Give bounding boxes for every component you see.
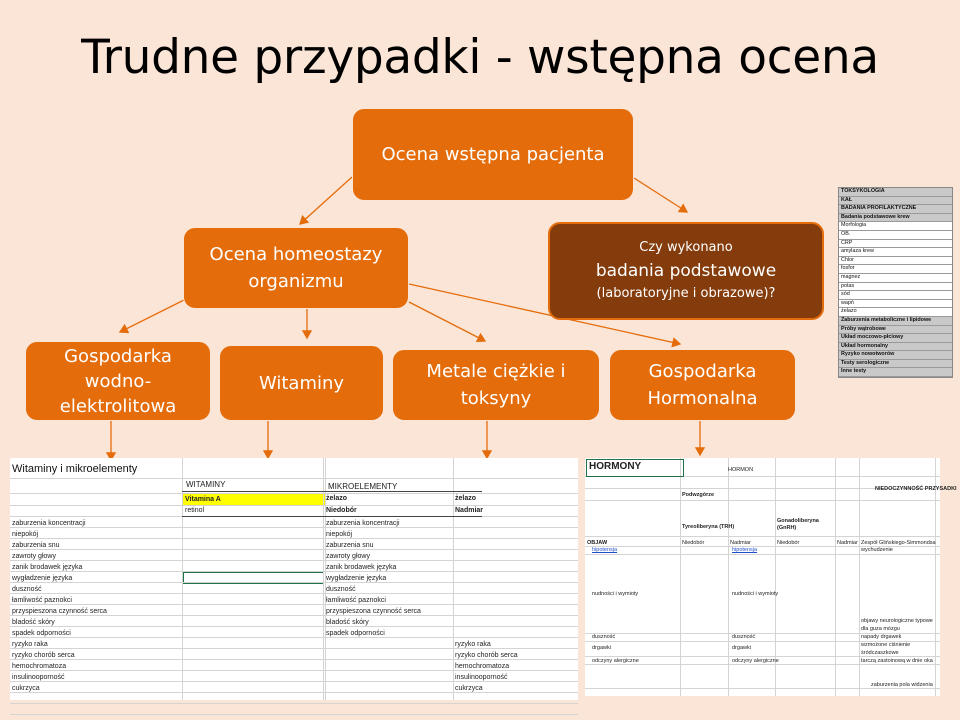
arrow-root-badania bbox=[634, 178, 687, 212]
pole-widzenia-cell: zaburzenia pola widzenia bbox=[871, 682, 933, 688]
hormon-header: HORMON bbox=[728, 467, 754, 473]
lab-table-row: OB. bbox=[839, 231, 952, 240]
lab-tests-table bbox=[838, 187, 953, 378]
mikro-niedobor-row: duszność bbox=[326, 586, 356, 593]
vitamin-sheet-row-label: wygładzenie języka bbox=[12, 575, 73, 582]
nadmiar-cell: Nadmiar bbox=[455, 507, 484, 514]
grid-line-horizontal bbox=[10, 714, 578, 715]
vitamin-sheet-row-label: duszność bbox=[12, 586, 42, 593]
grid-line-vertical bbox=[453, 458, 454, 700]
node-witaminy-label: Witaminy bbox=[258, 372, 345, 394]
grid-line-vertical bbox=[859, 458, 860, 696]
grid-line-horizontal bbox=[10, 538, 578, 539]
node-metale-line2: toksyny bbox=[460, 388, 532, 409]
zespol-cell: Zespół Glińskiego-Simmondsa bbox=[861, 540, 936, 546]
niedobor-2-cell: Niedobór bbox=[777, 540, 800, 546]
lab-table-row: BADANIA PROFILAKTYCZNE bbox=[839, 205, 952, 214]
mikro-niedobor-row: zaburzenia koncentracji bbox=[326, 520, 400, 527]
grid-line-horizontal bbox=[10, 478, 578, 479]
podwzgorze-cell: Podwzgórze bbox=[682, 492, 715, 498]
mikro-niedobor-row: zawroty głowy bbox=[326, 553, 370, 560]
node-badania-line1: Czy wykonano bbox=[639, 240, 733, 255]
lab-table-row: magnez bbox=[839, 274, 952, 283]
grid-line-horizontal bbox=[10, 637, 578, 638]
hormone-spreadsheet bbox=[585, 458, 957, 696]
srodczaszkowe-cell: śródczaszkowe bbox=[861, 650, 899, 656]
grid-line-horizontal bbox=[10, 505, 578, 506]
mikro-niedobor-row: zanik brodawek języka bbox=[326, 564, 397, 571]
node-woda-line3: elektrolitowa bbox=[59, 395, 177, 417]
node-hormony-line2: Hormonalna bbox=[647, 388, 758, 409]
vitamin-sheet-row-label: bladość skóry bbox=[12, 619, 55, 626]
guz-cell: dla guza mózgu bbox=[861, 626, 900, 632]
vitamin-sheet-row-label: zaburzenia snu bbox=[12, 542, 60, 549]
grid-line-horizontal bbox=[585, 664, 940, 665]
node-badania-podstawowe bbox=[548, 222, 824, 320]
node-ocena-wstepna bbox=[352, 108, 634, 201]
niedobor-1-cell: Niedobór bbox=[682, 540, 705, 546]
grid-line-horizontal bbox=[10, 593, 578, 594]
vitamin-sheet-title: Witaminy i mikroelementy bbox=[12, 463, 138, 475]
mikro-niedobor-row: spadek odporności bbox=[326, 630, 385, 637]
grid-line-horizontal bbox=[10, 681, 578, 682]
trh-cell: Tyreoliberyna (TRH) bbox=[682, 524, 735, 530]
nudnosci-cell-2: nudności i wymioty bbox=[732, 591, 779, 597]
node-badania-line3: (laboratoryjne i obrazowe)? bbox=[596, 286, 776, 301]
witaminy-header: WITAMINY bbox=[186, 480, 226, 489]
header-underline bbox=[182, 491, 482, 492]
vitamin-sheet-row-label: cukrzyca bbox=[12, 685, 40, 692]
grid-line-horizontal bbox=[10, 549, 578, 550]
gnrh-cell: Gonadoliberyna (GnRH) bbox=[777, 518, 819, 531]
grid-line-horizontal bbox=[585, 554, 940, 555]
lab-table-row: Próby wątrobowe bbox=[839, 326, 952, 335]
lab-table-row: fosfor bbox=[839, 265, 952, 274]
node-hormony-line1: Gospodarka bbox=[648, 361, 757, 382]
wychudzenie-cell: wychudzenie bbox=[861, 547, 893, 553]
mikro-niedobor-row: niepokój bbox=[326, 531, 353, 538]
node-witaminy bbox=[219, 345, 384, 421]
drgawki-cell-2: drgawki bbox=[732, 645, 751, 651]
niedoczynnosc-header: NIEDOCZYNNOŚĆ PRZYSADKI bbox=[875, 486, 957, 492]
mikro-nadmiar-row: ryzyko chorób serca bbox=[455, 652, 518, 659]
lab-table-row: amylaza krew bbox=[839, 248, 952, 257]
neuro-cell: objawy neurologiczne typowe bbox=[861, 618, 933, 624]
slide-title: Trudne przypadki - wstępna ocena bbox=[81, 30, 879, 85]
hormone-sheet-title: HORMONY bbox=[589, 461, 642, 472]
grid-line-horizontal bbox=[10, 670, 578, 671]
retinol-cell: retinol bbox=[185, 507, 205, 514]
vitamin-a-cell: Vitamina A bbox=[183, 494, 325, 505]
grid-line-vertical bbox=[182, 458, 183, 700]
zelazo-cell-2: żelazo bbox=[455, 495, 477, 502]
vitamin-sheet-row-label: zaburzenia koncentracji bbox=[12, 520, 86, 527]
vitamin-spreadsheet bbox=[10, 458, 578, 700]
grid-line-horizontal bbox=[10, 703, 578, 704]
mikroelementy-header: MIKROELEMENTY bbox=[328, 482, 398, 491]
mikro-nadmiar-row: cukrzyca bbox=[455, 685, 483, 692]
vitamin-sheet-row-label: hemochromatoza bbox=[12, 663, 67, 670]
mikro-nadmiar-row: insulinooporność bbox=[455, 674, 508, 681]
header-underline bbox=[182, 516, 482, 517]
node-badania-line2: badania podstawowe bbox=[595, 261, 777, 281]
node-woda-line1: Gospodarka bbox=[64, 345, 172, 367]
nudnosci-cell-1: nudności i wymioty bbox=[592, 591, 639, 597]
node-metale-toksyny bbox=[392, 349, 600, 421]
vitamin-sheet-row-label: insulinooporność bbox=[12, 674, 65, 681]
arrow-root-homeostaza bbox=[300, 177, 352, 224]
grid-line-horizontal bbox=[10, 582, 578, 583]
lab-table-row: Ryzyko nowotworów bbox=[839, 351, 952, 360]
grid-line-horizontal bbox=[585, 536, 940, 537]
lab-table-row: wapń bbox=[839, 300, 952, 309]
node-homeostaza-line1: Ocena homeostazy bbox=[209, 244, 383, 265]
vitamin-sheet-row-label: niepokój bbox=[12, 531, 39, 538]
mikro-niedobor-row: zaburzenia snu bbox=[326, 542, 374, 549]
lab-table-row: Układ hormonalny bbox=[839, 343, 952, 352]
grid-line-horizontal bbox=[10, 604, 578, 605]
hipotensja-link-2[interactable]: hipotensja bbox=[732, 547, 758, 553]
lab-table-row: Inne testy bbox=[839, 368, 952, 377]
grid-line-horizontal bbox=[585, 656, 940, 657]
vitamin-sheet-row-label: zanik brodawek języka bbox=[12, 564, 83, 571]
grid-line-vertical bbox=[935, 458, 936, 696]
grid-line-vertical bbox=[323, 458, 324, 700]
vitamin-sheet-row-label: zawroty głowy bbox=[12, 553, 56, 560]
node-ocena-wstepna-label: Ocena wstępna pacjenta bbox=[381, 144, 605, 165]
mikro-niedobor-row: przyspieszona czynność serca bbox=[326, 608, 421, 615]
hipotensja-link-1[interactable]: hipotensja bbox=[592, 547, 618, 553]
lab-table-row: sód bbox=[839, 291, 952, 300]
grid-line-horizontal bbox=[10, 615, 578, 616]
cisnienie-cell: wzmożone ciśnienie bbox=[861, 642, 911, 648]
node-gospodarka-wodno-elektrolitowa bbox=[25, 341, 211, 421]
grid-line-horizontal bbox=[10, 659, 578, 660]
arrow-homeostaza-metale bbox=[409, 302, 485, 341]
mikro-nadmiar-row: ryzyko raka bbox=[455, 641, 491, 648]
grid-line-vertical bbox=[835, 458, 836, 696]
lab-table-row: potas bbox=[839, 283, 952, 292]
mikro-niedobor-row: bladość skóry bbox=[326, 619, 369, 626]
vitamin-sheet-row-label: spadek odporności bbox=[12, 630, 71, 637]
mikro-nadmiar-row: hemochromatoza bbox=[455, 663, 510, 670]
grid-line-horizontal bbox=[585, 688, 940, 689]
lab-table-row: KAŁ bbox=[839, 197, 952, 206]
drgawki-cell-1: drgawki bbox=[592, 645, 611, 651]
mikro-niedobor-row: wygładzenie języka bbox=[326, 575, 387, 582]
grid-line-horizontal bbox=[10, 493, 578, 494]
nadmiar-1-cell: Nadmiar bbox=[730, 540, 751, 546]
lab-table-row: CRP bbox=[839, 240, 952, 249]
grid-line-horizontal bbox=[585, 500, 940, 501]
lab-table-row: Zaburzenia metaboliczne i lipidowe bbox=[839, 317, 952, 326]
tarcza-cell: tarczą zastoinową w dnie oka bbox=[861, 658, 933, 664]
lab-table-row: Badania podstawowe krew bbox=[839, 214, 952, 223]
dusznosc-cell-2: duszność bbox=[732, 634, 756, 640]
dusznosc-cell-1: duszność bbox=[592, 634, 616, 640]
mikro-niedobor-row: łamliwość paznokci bbox=[326, 597, 386, 604]
node-homeostaza-line2: organizmu bbox=[248, 271, 344, 292]
grid-line-horizontal bbox=[10, 626, 578, 627]
grid-line-horizontal bbox=[10, 527, 578, 528]
lab-table-row: Testy serologiczne bbox=[839, 360, 952, 369]
grid-line-horizontal bbox=[10, 571, 578, 572]
alergia-cell-2: odczyny alergiczne bbox=[732, 658, 779, 664]
grid-line-horizontal bbox=[10, 692, 578, 693]
lab-table-row: Chlor bbox=[839, 257, 952, 266]
lab-table-row: Układ moczowo-płciowy bbox=[839, 334, 952, 343]
zelazo-cell-1: żelazo bbox=[326, 495, 348, 502]
vitamin-sheet-row-label: przyspieszona czynność serca bbox=[12, 608, 107, 615]
niedobor-cell: Niedobór bbox=[326, 507, 357, 514]
vitamin-sheet-row-label: ryzyko raka bbox=[12, 641, 48, 648]
node-woda-line2: wodno- bbox=[84, 370, 152, 392]
vitamin-sheet-row-label: ryzyko chorób serca bbox=[12, 652, 75, 659]
grid-line-horizontal bbox=[10, 648, 578, 649]
objaw-cell: OBJAW bbox=[587, 540, 608, 546]
lab-table-row: żelazo bbox=[839, 308, 952, 317]
grid-line-vertical bbox=[680, 458, 681, 696]
nadmiar-2-cell: Nadmiar bbox=[837, 540, 858, 546]
vitamin-sheet-row-label: łamliwość paznokci bbox=[12, 597, 72, 604]
node-metale-line1: Metale ciężkie i bbox=[426, 361, 566, 382]
lab-table-row: Morfologia bbox=[839, 222, 952, 231]
alergia-cell-1: odczyny alergiczne bbox=[592, 658, 639, 664]
napady-cell: napady drgawek bbox=[861, 634, 902, 640]
node-gospodarka-hormonalna bbox=[609, 349, 796, 421]
node-homeostaza bbox=[183, 227, 409, 309]
lab-table-row: TOKSYKOLOGIA bbox=[839, 188, 952, 197]
grid-line-vertical bbox=[728, 458, 729, 696]
grid-line-horizontal bbox=[10, 560, 578, 561]
